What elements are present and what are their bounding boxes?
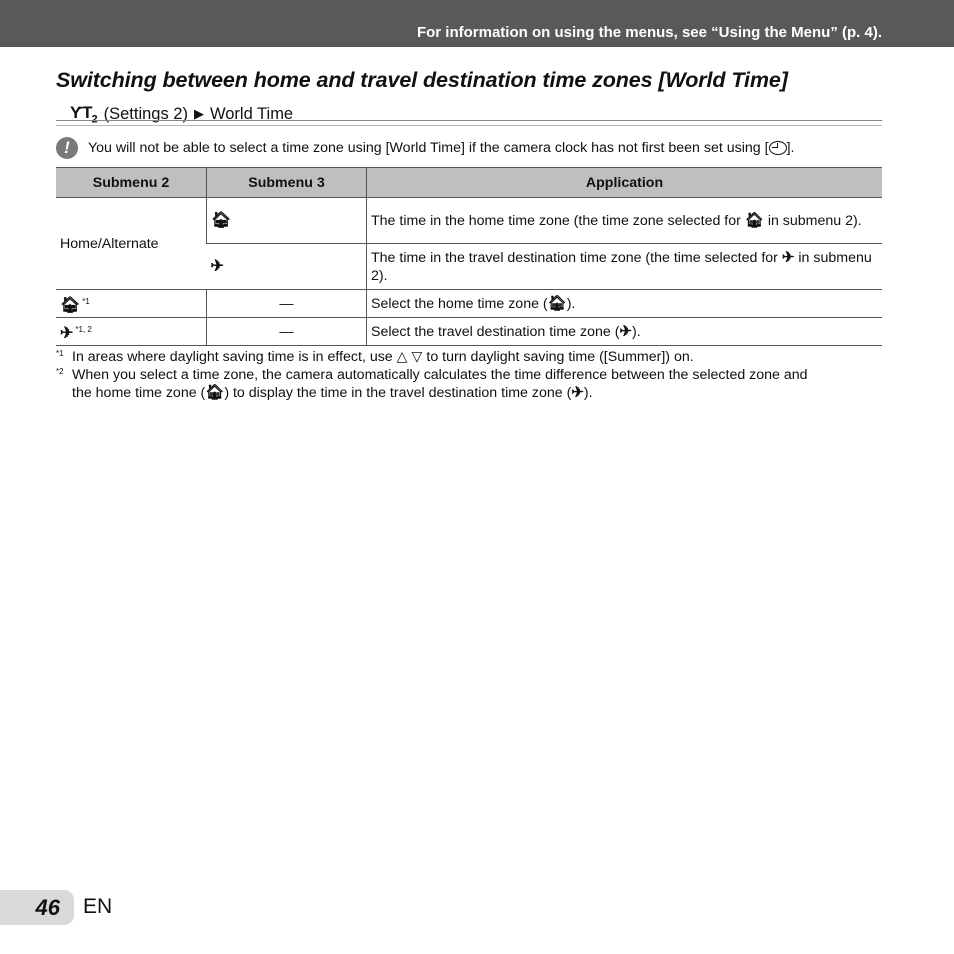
cell-text: Select the travel destination time zone ( bbox=[371, 323, 620, 340]
plane-icon: ✈︎ bbox=[781, 248, 795, 266]
submenu2-cell bbox=[56, 318, 207, 346]
column-header: Submenu 2 bbox=[56, 168, 207, 198]
home-alternate-cell: Home/Alternate bbox=[56, 198, 207, 290]
footnote-text bbox=[72, 366, 886, 402]
submenu2-cell bbox=[56, 290, 207, 318]
menu-reference-note: For information on using the menus, see “Using the Menu” (p. 4). bbox=[416, 24, 882, 41]
table-row bbox=[56, 290, 882, 318]
footnote-text-part: ) to display the time in the travel destination time zone ( bbox=[224, 385, 572, 401]
caution-note bbox=[56, 137, 882, 159]
page-number: 46 bbox=[35, 895, 60, 920]
submenu3-cell bbox=[207, 244, 367, 290]
cell-text: ). bbox=[632, 323, 641, 340]
footnote-ref: *1 bbox=[82, 296, 90, 306]
page-number-tab bbox=[0, 890, 74, 925]
cell-text: in submenu 2). bbox=[371, 249, 872, 284]
cell-text: in submenu 2). bbox=[767, 212, 862, 229]
caution-text-before: You will not be able to select a time zone using [World Time] if the camera clock has not first been set using [ bbox=[88, 140, 769, 156]
page-title: Switching between home and travel destination time zones [World Time] bbox=[56, 68, 788, 92]
plane-icon: ✈︎ bbox=[210, 257, 224, 275]
application-cell bbox=[367, 318, 883, 346]
page-language: EN bbox=[83, 895, 113, 918]
column-header: Submenu 3 bbox=[207, 168, 367, 198]
home-icon: 🏠︎ bbox=[60, 296, 81, 314]
table-row bbox=[56, 198, 882, 244]
menu-path bbox=[70, 103, 293, 125]
menu-path-settings: (Settings 2) bbox=[103, 104, 188, 123]
up-down-arrows-icon: △ ▽ bbox=[396, 349, 423, 365]
footnote-mark: *1 bbox=[56, 349, 64, 358]
menu-arrow-icon: ▶ bbox=[193, 106, 204, 122]
caution-icon: ! bbox=[56, 137, 78, 159]
application-cell bbox=[367, 244, 883, 290]
footnote-mark: *2 bbox=[56, 367, 64, 376]
submenu3-cell bbox=[207, 198, 367, 244]
footnote-text-part: When you select a time zone, the camera automatically calculates the time difference between the selected zone and bbox=[72, 367, 808, 383]
footnote-text bbox=[72, 348, 886, 366]
divider bbox=[56, 125, 882, 126]
home-icon: 🏠︎ bbox=[744, 211, 764, 229]
top-bar bbox=[0, 0, 954, 47]
cell-text: ). bbox=[566, 295, 576, 312]
column-header: Application bbox=[367, 168, 883, 198]
table-header-row bbox=[56, 168, 882, 198]
submenu3-cell: — bbox=[207, 318, 367, 346]
home-icon: 🏠︎ bbox=[547, 294, 567, 312]
menu-path-item: World Time bbox=[209, 104, 294, 123]
home-icon: 🏠︎ bbox=[205, 384, 225, 401]
application-cell bbox=[367, 290, 883, 318]
settings-2-icon: $ƳT_2$ bbox=[70, 103, 98, 126]
application-cell bbox=[367, 198, 883, 244]
footnote-text-part: to turn daylight saving time ([Summer]) on. bbox=[426, 349, 694, 365]
footnote-text-part: In areas where daylight saving time is in effect, use bbox=[72, 349, 393, 365]
divider bbox=[56, 120, 882, 121]
plane-icon: ✈︎ bbox=[571, 384, 584, 401]
footnotes bbox=[56, 348, 886, 402]
world-time-table bbox=[56, 167, 882, 346]
clock-icon bbox=[769, 141, 787, 155]
footnote bbox=[56, 348, 886, 366]
footnote-text-part: the home time zone ( bbox=[72, 385, 206, 401]
table-row bbox=[56, 318, 882, 346]
caution-text bbox=[88, 140, 794, 156]
footnote bbox=[56, 366, 886, 402]
plane-icon: ✈︎ bbox=[60, 324, 74, 342]
footnote-ref: *1, 2 bbox=[75, 324, 92, 334]
cell-text: The time in the travel destination time zone (the time selected for bbox=[371, 249, 778, 266]
footnote-text-part: ). bbox=[583, 385, 593, 401]
caution-text-after: ]. bbox=[786, 140, 795, 156]
cell-text: Select the home time zone ( bbox=[371, 295, 548, 312]
cell-text: The time in the home time zone (the time zone selected for bbox=[371, 212, 741, 229]
plane-icon: ✈︎ bbox=[619, 322, 632, 340]
home-icon: 🏠︎ bbox=[211, 211, 232, 229]
submenu3-cell: — bbox=[207, 290, 367, 318]
